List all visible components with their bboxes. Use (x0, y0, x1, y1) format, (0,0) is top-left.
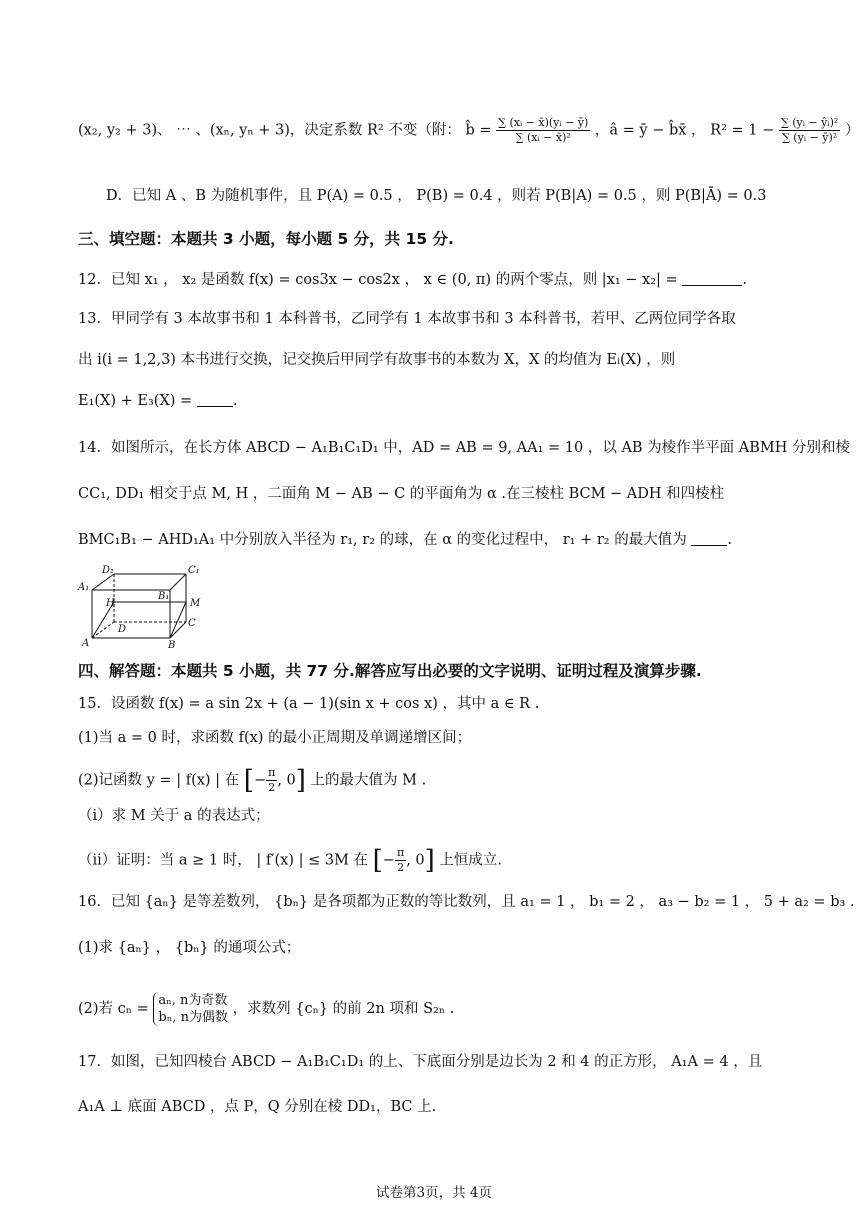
r2-fraction (779, 116, 840, 145)
pi-numerator: π (268, 766, 276, 779)
label-C1: C₁ (188, 565, 200, 576)
label-M: M (190, 598, 201, 609)
q13-answer-blank[interactable] (197, 392, 233, 407)
cuboid-figure (76, 562, 216, 650)
q15-line-4: （i）求 M 关于 a 的表达式； (78, 808, 270, 824)
label-B: B (168, 640, 176, 650)
label-D1: D₁ (102, 565, 115, 576)
q14-answer-blank[interactable] (691, 531, 727, 546)
pi-numerator-2: π (396, 846, 405, 859)
interval2-end: , 0 (406, 852, 425, 869)
interval-left-bracket: [ (243, 765, 254, 796)
q17-line-2: A₁A ⊥ 底面 ABCD ，点 P，Q 分别在棱 DD₁，BC 上. (78, 1099, 437, 1115)
interval-end: , 0 (277, 772, 296, 789)
b-hat-fraction (496, 116, 590, 145)
r2-numerator: ∑ (yᵢ − ŷᵢ)² (780, 116, 839, 129)
q15-l5-pre: （ii）证明：当 a ≥ 1 时， | f′(x) | ≤ 3M 在 (78, 852, 369, 869)
formula-close: ） (844, 122, 860, 139)
q15-line-2: (1)当 a = 0 时，求函数 f(x) 的最小正周期及单调递增区间； (78, 730, 472, 746)
r2-denominator: ∑ (yᵢ − ȳ)² (781, 131, 838, 144)
q13-end: . (232, 393, 238, 409)
option-d: D．已知 A 、B 为随机事件，且 P(A) = 0.5 ， P(B) = 0.4 ，则若 P(B|A) = 0.5 ，则 P(B|Ā) = 0.3 (106, 188, 767, 204)
q13-line-3 (78, 391, 237, 411)
two-denominator: 2 (268, 781, 276, 794)
b-hat-denominator: ∑ (xᵢ − x̄)² (515, 131, 571, 144)
interval-minus: − (253, 772, 267, 789)
q16-line-1: 16．已知 {aₙ} 是等差数列， {bₙ} 是各项都为正数的等比数列，且 a₁ = 1 ， b₁ = 2 ， a₃ − b₂ = 1 ， 5 + a₂ = b₃ . (78, 894, 855, 910)
q13-line-2: 出 i(i = 1,2,3) 本书进行交换，记交换后甲同学有故事书的本数为 X，X 的均值为 Eᵢ(X) ，则 (78, 352, 676, 368)
q12-answer-blank[interactable] (682, 271, 742, 286)
q12-end: . (742, 272, 747, 288)
pi-half-fraction (266, 766, 277, 795)
b-hat-label: b̂ = (465, 122, 492, 139)
q12-text: 12．已知 x₁ ， x₂ 是函数 f(x) = cos3x − cos2x ， x ∈ (0, π) 的两个零点，则 |x₁ − x₂| = (78, 272, 678, 288)
case-even: bₙ, n为偶数 (158, 1010, 229, 1025)
b-hat-numerator: ∑ (xᵢ − x̄)(yᵢ − ȳ) (498, 116, 589, 129)
pairs-text: (x₂, y₂ + 3)、 ⋯ 、(xₙ, yₙ + 3)，决定系数 R² 不变（附： (78, 122, 461, 139)
two-denominator-2: 2 (397, 861, 405, 874)
q13-expression: E₁(X) + E₃(X) = (78, 393, 193, 409)
q14-text: BMC₁B₁ − AHD₁A₁ 中分别放入半径为 r₁, r₂ 的球，在 α 的变化过程中， r₁ + r₂ 的最大值为 (78, 532, 687, 548)
q16-line-3 (78, 992, 454, 1026)
q16-l3-pre: (2)若 cₙ = (78, 1001, 149, 1017)
question-12 (78, 270, 747, 290)
q15-l3-post: 上的最大值为 M . (310, 772, 427, 789)
q14-end: . (727, 532, 732, 548)
label-C: C (188, 618, 196, 629)
a-hat-text: ，â = ȳ − b̂x̄ ， (594, 122, 706, 139)
q14-line-1: 14．如图所示，在长方体 ABCD − A₁B₁C₁D₁ 中，AD = AB = 9, AA₁ = 10 ，以 AB 为棱作半平面 ABMH 分别和棱 (78, 440, 851, 456)
case-odd: aₙ, n为奇数 (158, 993, 228, 1008)
section-3-title: 三、填空题：本题共 3 小题，每小题 5 分，共 15 分. (78, 230, 454, 248)
q15-l5-post: 上恒成立. (439, 852, 503, 869)
q15-line-1: 15．设函数 f(x) = a sin 2x + (a − 1)(sin x + cos x) ，其中 a ∈ R . (78, 696, 540, 712)
label-A: A (82, 638, 90, 649)
r2-label: R² = 1 − (710, 122, 775, 139)
q13-line-1: 13．甲同学有 3 本故事书和 1 本科普书，乙同学有 1 本故事书和 3 本科普书，若甲、乙两位同学各取 (78, 311, 736, 327)
q14-line-3 (78, 530, 732, 550)
q16-line-2: (1)求 {aₙ} ， {bₙ} 的通项公式； (78, 940, 301, 956)
interval2-right-bracket: ] (424, 845, 435, 876)
page-footer: 试卷第3页，共 4页 (376, 1185, 492, 1201)
q14-line-2: CC₁, DD₁ 相交于点 M, H ，二面角 M − AB − C 的平面角为 α .在三棱柱 BCM − ADH 和四棱柱 (78, 486, 725, 502)
pi-half-fraction-2 (395, 846, 406, 875)
interval2-minus: − (382, 852, 395, 869)
label-H: H (106, 598, 115, 609)
q15-l3-pre: (2)记函数 y = | f(x) | 在 (78, 772, 240, 789)
q15-line-3 (78, 766, 426, 795)
label-D: D (118, 624, 127, 635)
q15-line-5 (78, 846, 502, 875)
section-4-title: 四、解答题：本题共 5 小题，共 77 分.解答应写出必要的文字说明、证明过程及演算步骤. (78, 662, 702, 680)
q17-line-1: 17．如图，已知四棱台 ABCD − A₁B₁C₁D₁ 的上、下底面分别是边长为 2 和 4 的正方形， A₁A = 4 ，且 (78, 1054, 763, 1070)
interval-right-bracket: ] (295, 765, 306, 796)
piecewise-cases (153, 992, 228, 1026)
label-A1: A₁ (78, 582, 90, 593)
interval2-left-bracket: [ (372, 845, 383, 876)
q16-l3-post: ，求数列 {cₙ} 的前 2n 项和 S₂ₙ . (232, 1001, 455, 1017)
formula-line (78, 116, 859, 145)
label-B1: B₁ (158, 591, 170, 602)
